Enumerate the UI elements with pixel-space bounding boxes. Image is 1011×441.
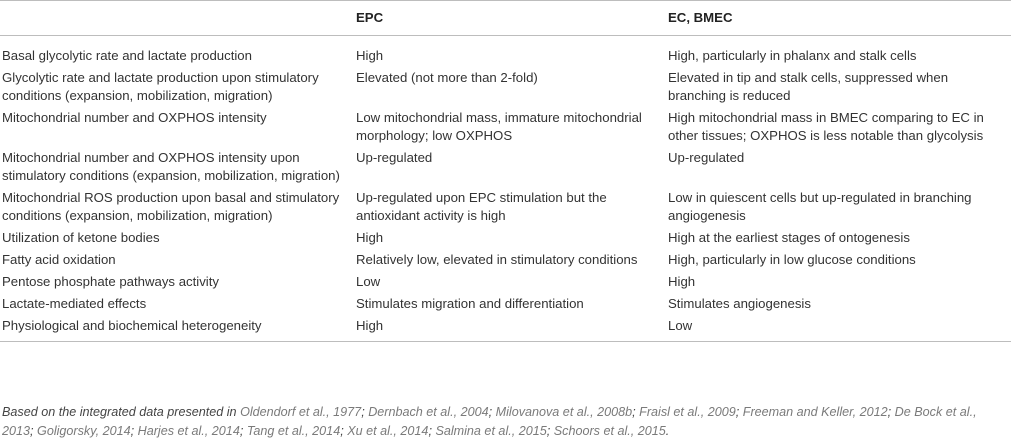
reference-separator: ;: [546, 424, 554, 438]
reference-separator: ;: [130, 424, 138, 438]
cell-ec-bmec: Elevated in tip and stalk cells, suppressed when branching is reduced: [668, 70, 949, 103]
reference-link[interactable]: Salmina et al., 2015: [435, 424, 547, 438]
cell-epc: High: [356, 230, 384, 245]
reference-separator: ;: [887, 405, 895, 419]
cell-ec-bmec: Low: [664, 314, 1011, 342]
reference-link[interactable]: Fraisl et al., 2009: [639, 405, 736, 419]
header-ec-bmec: EC, BMEC: [664, 1, 1011, 36]
reference-link[interactable]: Milovanova et al., 2008b: [495, 405, 633, 419]
cell-parameter: Fatty acid oxidation: [2, 252, 116, 267]
table-row: [0, 314, 1011, 342]
reference-link[interactable]: Harjes et al., 2014: [137, 424, 240, 438]
cell-epc: High: [352, 314, 664, 342]
cell-parameter: Utilization of ketone bodies: [2, 230, 160, 245]
table-row: [0, 66, 1011, 106]
reference-link[interactable]: Dernbach et al., 2004: [368, 405, 489, 419]
table-row: [0, 146, 1011, 186]
header-epc: EPC: [352, 1, 664, 36]
reference-separator: ;: [488, 405, 496, 419]
reference-link[interactable]: Schoors et al., 2015: [553, 424, 666, 438]
cell-ec-bmec: High at the earliest stages of ontogenesis: [668, 230, 910, 245]
reference-separator: ;: [340, 424, 348, 438]
cell-ec-bmec: High: [668, 274, 696, 289]
reference-link[interactable]: Oldendorf et al., 1977: [240, 405, 362, 419]
reference-separator: ;: [632, 405, 640, 419]
reference-link[interactable]: De Bock et al., 2013: [2, 405, 977, 438]
footnote-end: .: [665, 424, 670, 438]
table-header-row: [0, 1, 1011, 36]
cell-epc: Low: [356, 274, 381, 289]
cell-parameter: Lactate-mediated effects: [2, 296, 147, 311]
table-row: [0, 226, 1011, 248]
cell-ec-bmec: High mitochondrial mass in BMEC comparing to EC in other tissues; OXPHOS is less notable than glycolysis: [668, 110, 984, 143]
cell-epc: Up-regulated upon EPC stimulation but the antioxidant activity is high: [356, 190, 607, 223]
reference-separator: ;: [239, 424, 247, 438]
footnote-intro: Based on the integrated data presented in: [2, 405, 241, 419]
cell-parameter: Pentose phosphate pathways activity: [2, 274, 219, 289]
table-row: [0, 36, 1011, 67]
reference-separator: ;: [30, 424, 38, 438]
table-row: [0, 270, 1011, 292]
table-row: [0, 106, 1011, 146]
cell-epc: Up-regulated: [356, 150, 433, 165]
reference-link[interactable]: Freeman and Keller, 2012: [742, 405, 888, 419]
cell-parameter: Basal glycolytic rate and lactate production: [2, 48, 252, 63]
header-parameter: [0, 1, 352, 36]
cell-epc: Stimulates migration and differentiation: [356, 296, 584, 311]
reference-separator: ;: [428, 424, 436, 438]
table-row: [0, 248, 1011, 270]
table-body: [0, 36, 1011, 342]
cell-epc: Low mitochondrial mass, immature mitochondrial morphology; low OXPHOS: [356, 110, 642, 143]
cell-ec-bmec: High, particularly in low glucose conditions: [668, 252, 916, 267]
reference-link[interactable]: Tang et al., 2014: [246, 424, 341, 438]
cell-ec-bmec: Stimulates angiogenesis: [668, 296, 811, 311]
cell-ec-bmec: High, particularly in phalanx and stalk cells: [668, 48, 917, 63]
cell-parameter: Mitochondrial number and OXPHOS intensity upon stimulatory conditions (expansion, mobilization, migration): [2, 150, 340, 183]
table-row: [0, 292, 1011, 314]
cell-epc: High: [356, 48, 384, 63]
table-row: [0, 186, 1011, 226]
cell-parameter: Physiological and biochemical heterogeneity: [0, 314, 352, 342]
reference-separator: ;: [361, 405, 369, 419]
cell-parameter: Mitochondrial ROS production upon basal and stimulatory conditions (expansion, mobilization, migration): [2, 190, 340, 223]
reference-link[interactable]: Goligorsky, 2014: [37, 424, 131, 438]
cell-ec-bmec: Low in quiescent cells but up-regulated in branching angiogenesis: [668, 190, 972, 223]
cell-ec-bmec: Up-regulated: [668, 150, 745, 165]
reference-link[interactable]: Xu et al., 2014: [347, 424, 429, 438]
cell-parameter: Mitochondrial number and OXPHOS intensity: [2, 110, 267, 125]
cell-epc: Elevated (not more than 2-fold): [356, 70, 538, 85]
table-footnote: [2, 403, 1010, 441]
reference-separator: ;: [735, 405, 743, 419]
cell-parameter: Glycolytic rate and lactate production upon stimulatory conditions (expansion, mobilization, migration): [2, 70, 319, 103]
cell-epc: Relatively low, elevated in stimulatory conditions: [356, 252, 638, 267]
